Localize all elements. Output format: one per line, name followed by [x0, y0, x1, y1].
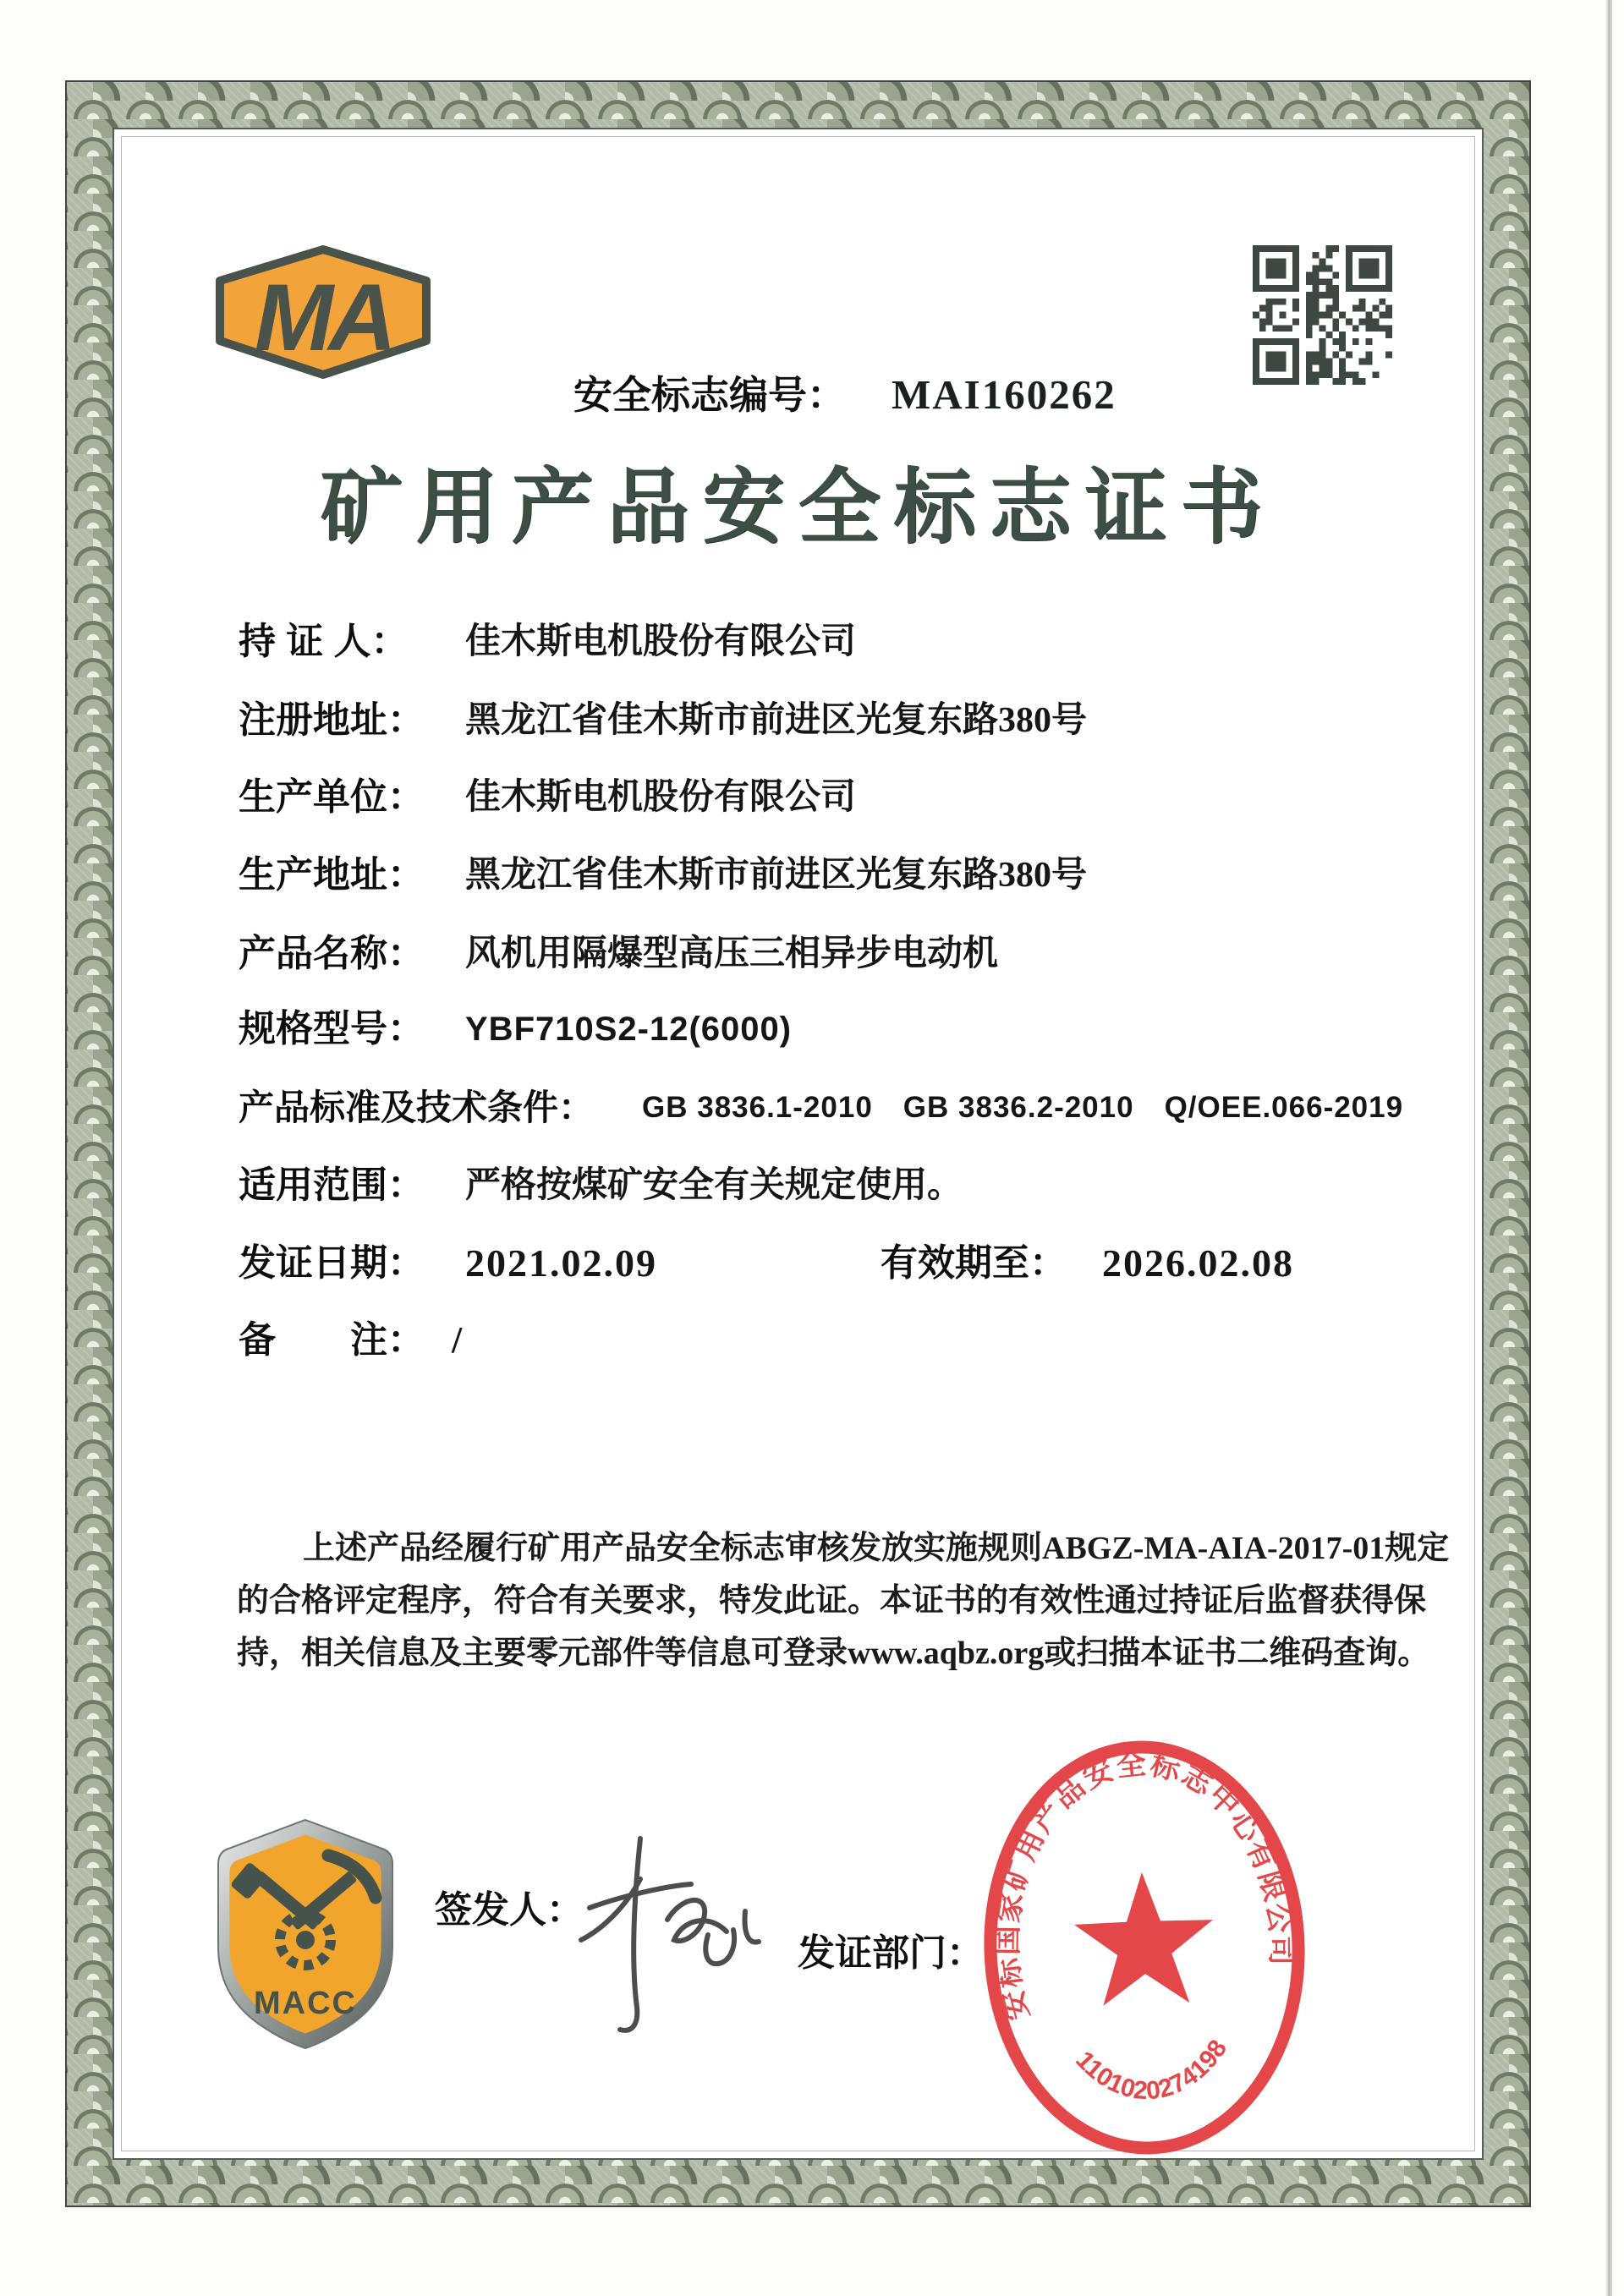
issue-date-label: 发证日期： — [239, 1242, 425, 1284]
scan-edge-shadow — [1605, 0, 1612, 2296]
official-red-seal — [968, 1726, 1321, 2169]
field-label: 注册地址： — [239, 699, 425, 741]
field-label: 适用范围： — [239, 1164, 425, 1206]
field-label: 产品名称： — [239, 933, 425, 974]
field-row-reg-address — [67, 693, 1533, 748]
ma-safety-mark-logo — [213, 245, 433, 379]
field-row-manufacturer — [67, 770, 1533, 825]
svg-text:1101020274198 — [1069, 2033, 1235, 2108]
statement-line: 持，相关信息及主要零元部件等信息可登录www.aqbz.org或扫描本证书二维码查询。 — [237, 1636, 1430, 1671]
certificate-title: 矿用产品安全标志证书 — [320, 463, 1276, 553]
field-row-scope — [67, 1158, 1533, 1214]
field-label: 产品标准及技术条件： — [239, 1088, 595, 1127]
field-row-prod-address — [67, 847, 1533, 903]
field-value: 严格按煤矿安全有关规定使用。 — [465, 1166, 963, 1205]
certificate-content — [67, 82, 1529, 2206]
field-label: 规格型号： — [239, 1008, 425, 1049]
statement-paragraph — [237, 1522, 1455, 1680]
field-row-model — [67, 1001, 1533, 1057]
statement-line: 的合格评定程序，符合有关要求，特发此证。本证书的有效性通过持证后监督获得保 — [237, 1583, 1427, 1619]
field-row-product-name — [67, 926, 1533, 982]
field-value: 黑龙江省佳木斯市前进区光复东路380号 — [465, 856, 1088, 895]
valid-until-value: 2026.02.08 — [1102, 1241, 1294, 1285]
valid-until-label: 有效期至： — [881, 1242, 1067, 1284]
field-label: 生产单位： — [239, 776, 425, 818]
ma-logo-letters: MA — [254, 265, 392, 370]
macc-shield-logo — [200, 1813, 411, 2058]
seal-star — [1073, 1870, 1215, 2007]
field-value: YBF710S2-12(6000) — [465, 1011, 793, 1048]
seal-ring-text: 安标国家矿用产品安全标志中心有限公司 — [990, 1746, 1298, 2024]
mark-number-line — [573, 367, 1116, 423]
signer-label: 签发人： — [435, 1889, 584, 1931]
field-value: GB 3836.1-2010 GB 3836.2-2010 Q/OEE.066-2019 — [642, 1091, 1404, 1124]
signer-signature — [540, 1820, 786, 2074]
field-label: 生产地址： — [239, 854, 425, 896]
remark-label: 备 注： — [239, 1319, 425, 1361]
field-value: 黑龙江省佳木斯市前进区光复东路380号 — [465, 701, 1088, 740]
field-label: 持 证 人： — [239, 621, 409, 662]
seal-number: 1101020274198 — [1070, 2033, 1234, 2106]
field-row-standards — [67, 1080, 1533, 1136]
field-value: 佳木斯电机股份有限公司 — [465, 622, 857, 661]
mark-number-label: 安全标志编号： — [573, 373, 846, 417]
macc-letters: MACC — [254, 1986, 357, 2021]
issue-date-value: 2021.02.09 — [465, 1241, 657, 1285]
field-value: 佳木斯电机股份有限公司 — [465, 778, 857, 817]
field-value: 风机用隔爆型高压三相异步电动机 — [465, 934, 999, 973]
statement-line: 上述产品经履行矿用产品安全标志审核发放实施规则ABGZ-MA-AIA-2017-01规定 — [303, 1531, 1450, 1566]
department-label: 发证部门： — [798, 1932, 984, 1974]
ornamental-border — [65, 80, 1531, 2207]
mark-number-value: MAI160262 — [892, 371, 1116, 418]
qr-code — [1253, 245, 1392, 385]
field-row-remark — [67, 1312, 1533, 1368]
field-row-holder — [67, 614, 1533, 670]
remark-value: / — [452, 1319, 463, 1361]
field-row-dates — [67, 1236, 1533, 1291]
